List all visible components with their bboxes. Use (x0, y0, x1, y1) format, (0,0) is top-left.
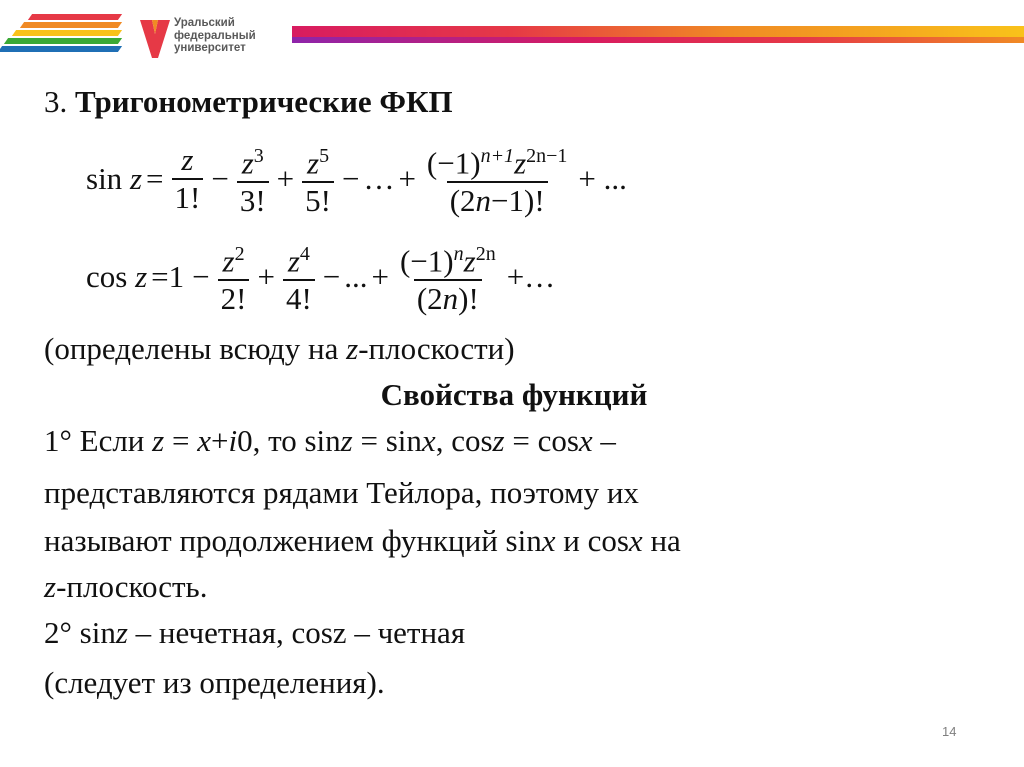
sin-tail: + ... (578, 160, 627, 196)
sin-gen-zexp: 2n−1 (526, 145, 568, 167)
p1-plus: + (210, 423, 229, 458)
p1-l3-b: и cos (555, 523, 629, 558)
property-2 (44, 610, 465, 656)
stripe-green (4, 38, 122, 44)
defined-b: -плоскости) (358, 331, 515, 366)
sin-t2-den: 3! (237, 181, 269, 219)
stripe-blue (0, 46, 122, 52)
sin-term-3 (302, 138, 334, 219)
sin-gen-den-b: −1)! (491, 183, 545, 219)
sin-lhs-var: z (129, 160, 143, 196)
sin-general-term (424, 138, 571, 219)
header-bar-lower (292, 37, 1024, 43)
sin-gen-exp: n+1 (480, 145, 515, 167)
header-stripes (0, 14, 120, 60)
sin-t3-num: z (307, 145, 320, 181)
logo-line-3: университет (174, 42, 246, 54)
p2-z: z (115, 615, 128, 650)
stripe-orange (20, 22, 122, 28)
property-1-line-3 (44, 518, 681, 564)
section-number: 3. (44, 84, 68, 119)
sin-t2-exp: 3 (253, 145, 264, 167)
p1-x: x (197, 423, 211, 458)
header-bar (292, 26, 1024, 37)
cos-series-formula: cos z =1 − $\frac{z^2}{2!}$ + $\frac{z^4}{4!}$ − ... + $\frac{(-1)^nz^{2n}}{(2n)!}$ +… (86, 236, 559, 317)
sin-series-formula: sin z = $\frac{z}{1!}$ − $\frac{z^3}{3!}$ + $\frac{z^5}{5!}$ − … + $\frac{(-1)^{n+1}z^{2n-1}}{(2n-1)!}$ + ... (86, 138, 631, 219)
p1-z: z (152, 423, 165, 458)
cos-term-1 (218, 236, 250, 317)
sin-lhs: sin (86, 160, 123, 196)
cos-term-2 (283, 236, 315, 317)
p1-l3-x: x (541, 523, 556, 558)
cos-t1-den: 2! (218, 279, 250, 317)
p1-eq2: = sin (352, 423, 422, 458)
cos-t2-exp: 4 (299, 243, 310, 265)
sin-t1-num: z (181, 141, 194, 177)
p1-l3-a: называют продолжением функций sin (44, 523, 542, 558)
sin-t1-den: 1! (172, 178, 204, 216)
section-title (44, 84, 453, 120)
logo-line-2: федеральный (174, 29, 256, 42)
p1-x2: x (421, 423, 436, 458)
p1-l3-c: на (642, 523, 681, 558)
sin-t2-num: z (241, 145, 254, 181)
properties-title-text: Свойства функций (380, 377, 648, 412)
sin-dots: … (363, 160, 395, 196)
p1-a: 1° Если (44, 423, 153, 458)
defined-a: (определены всюду на (44, 331, 347, 366)
p1-dash: – (592, 423, 616, 458)
cos-general-term (397, 236, 499, 317)
sin-eq: = (146, 160, 164, 196)
p1-l3-x2: x (628, 523, 643, 558)
p1-comma: , cos (435, 423, 493, 458)
cos-t2-num: z (287, 243, 300, 279)
stripe-yellow (12, 30, 122, 36)
cos-lhs: cos (86, 258, 128, 294)
sin-gen-base: (−1) (426, 145, 481, 181)
p1-zero: 0, то sin (237, 423, 341, 458)
p2-note: (следует из определения). (44, 665, 385, 700)
logo-line-1: Уральский (174, 17, 235, 29)
stripe-red (28, 14, 122, 20)
p1-eq3: = cos (504, 423, 579, 458)
p1-z3: z (492, 423, 505, 458)
sin-gen-den-n: n (475, 183, 492, 219)
sin-t3-exp: 5 (319, 145, 330, 167)
cos-gen-zexp: 2n (475, 243, 496, 265)
p1-line2: представляются рядами Тейлора, поэтому их (44, 475, 639, 510)
sin-term-1 (172, 142, 204, 216)
section-heading: Тригонометрические ФКП (75, 84, 453, 119)
cos-dots: ... (344, 258, 368, 294)
sin-term-2 (237, 138, 269, 219)
p1-z2: z (340, 423, 353, 458)
sin-gen-z: z (514, 145, 527, 181)
properties-title (0, 372, 1024, 418)
page-number: 14 (942, 724, 957, 739)
property-1-line-4 (44, 564, 207, 610)
property-1-line-2 (44, 470, 639, 516)
p1-eq1: = (164, 423, 198, 458)
cos-t2-den: 4! (283, 279, 315, 317)
cos-t1-exp: 2 (234, 243, 245, 265)
university-name (174, 17, 294, 55)
cos-t1-num: z (222, 243, 235, 279)
defined-note (44, 326, 515, 372)
p2-a: 2° sin (44, 615, 116, 650)
p1-x3: x (578, 423, 593, 458)
cos-tail: +… (506, 258, 556, 294)
university-logo-icon (138, 18, 172, 60)
defined-var: z (346, 331, 359, 366)
cos-eq: =1 (151, 258, 185, 294)
cos-gen-exp: n (453, 243, 464, 265)
p1-i: i (228, 423, 238, 458)
cos-gen-den-b: )! (458, 281, 479, 317)
cos-gen-den-n: n (442, 281, 459, 317)
p1-l4-b: -плоскость. (56, 569, 208, 604)
cos-lhs-var: z (135, 258, 148, 294)
p2-b: – нечетная, cosz – четная (127, 615, 466, 650)
p1-l4-z: z (44, 569, 57, 604)
cos-gen-den-a: (2 (416, 281, 443, 317)
property-2-note (44, 660, 385, 706)
sin-t3-den: 5! (302, 181, 334, 219)
sin-gen-den-a: (2 (449, 183, 476, 219)
cos-gen-z: z (463, 243, 476, 279)
cos-gen-base: (−1) (399, 243, 454, 279)
property-1-line-1 (44, 418, 616, 464)
